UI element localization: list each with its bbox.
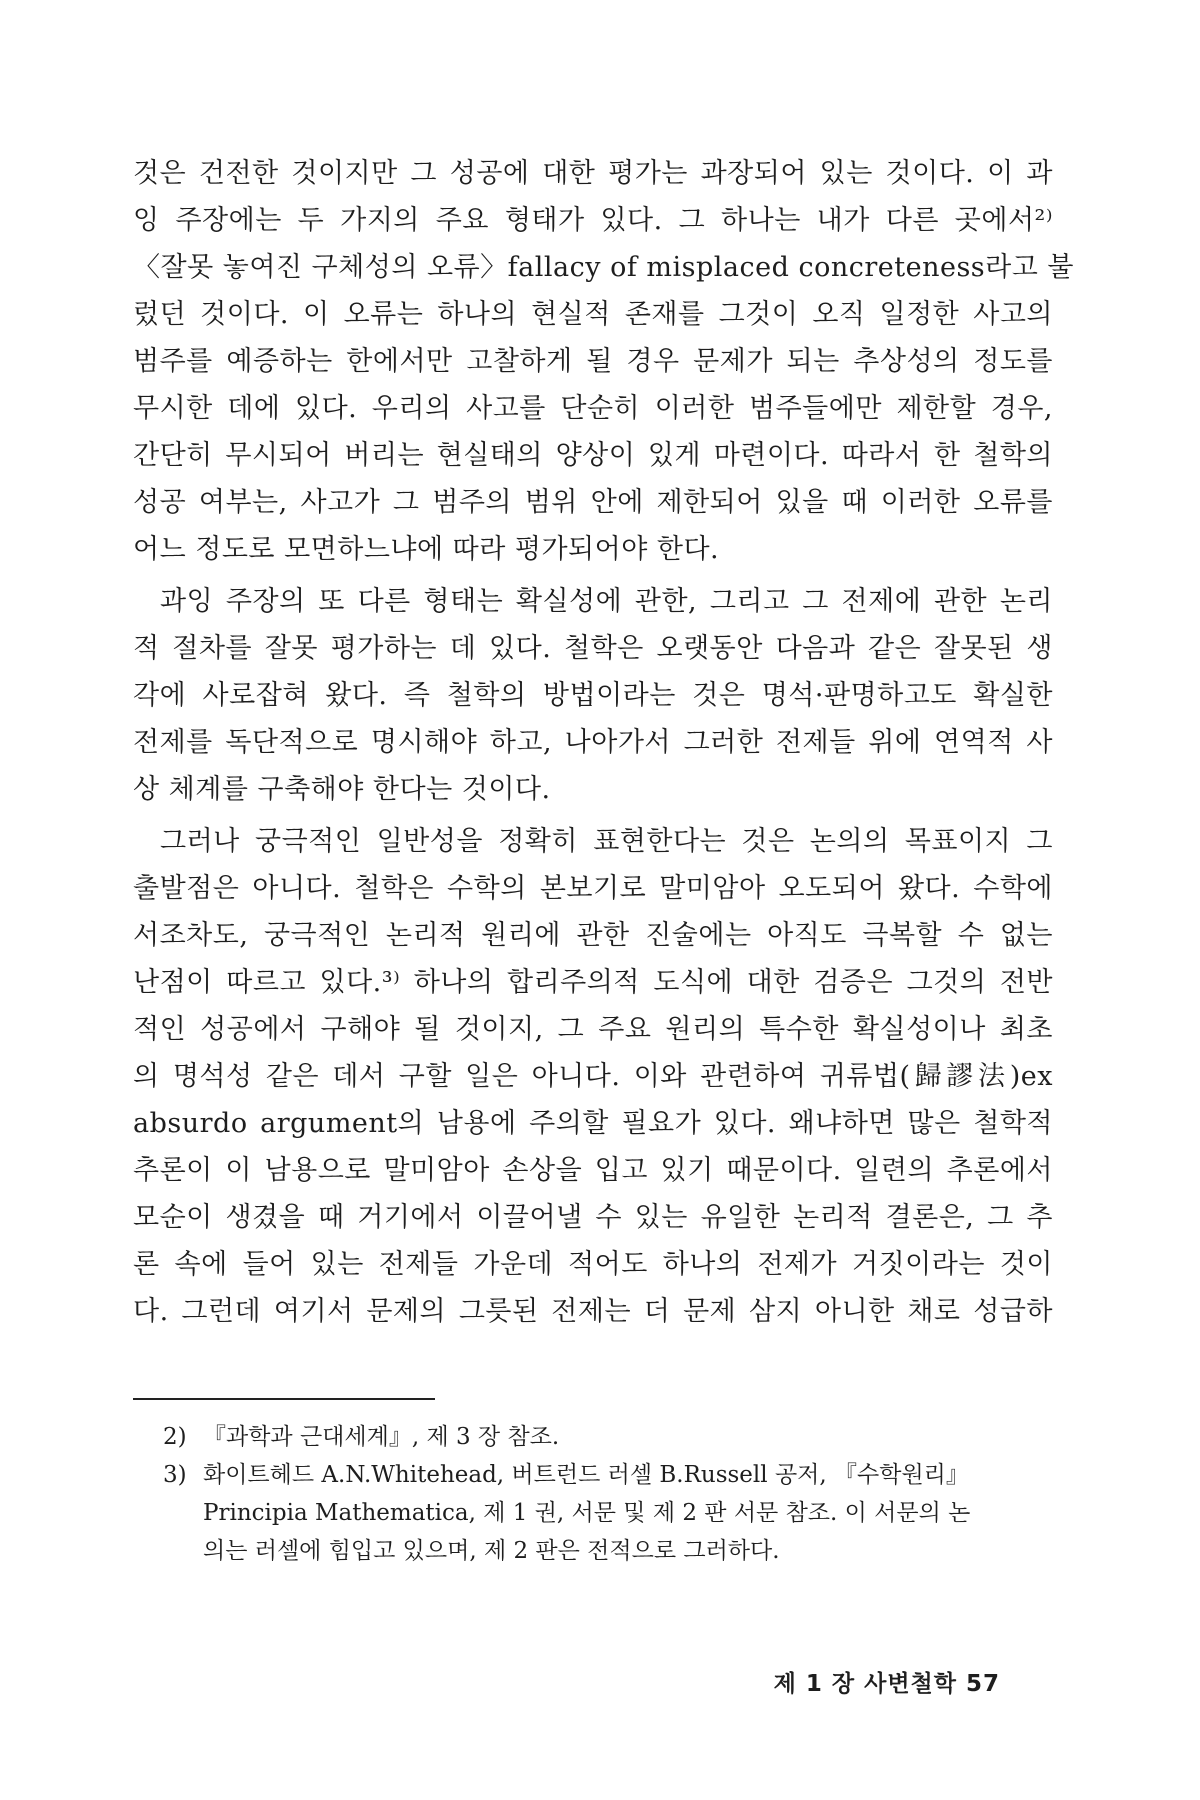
- footnote-number: 3): [163, 1462, 187, 1488]
- text-line: 간단히 무시되어 버리는 현실태의 양상이 있게 마련이다. 따라서 한 철학의: [133, 440, 1053, 471]
- footnote-3-continued: 의는 러셀에 힘입고 있으며, 제 2 판은 전적으로 그러하다.: [203, 1538, 780, 1564]
- footnote-2: [133, 1418, 1053, 1456]
- footnote-text: 화이트헤드 A.N.Whitehead, 버트런드 러셀 B.Russell 공저, 『수학원리』: [203, 1462, 969, 1488]
- footnote-number: 2): [163, 1424, 187, 1450]
- running-footer-page-number: 제 1 장 사변철학 57: [773, 1671, 1000, 1697]
- text-line-paragraph-start: 과잉 주장의 또 다른 형태는 확실성에 관한, 그리고 그 전제에 관한 논리: [160, 586, 1053, 617]
- text-line: 서조차도, 궁극적인 논리적 원리에 관한 진술에는 아직도 극복할 수 없는: [133, 920, 1053, 951]
- text-line: 난점이 따르고 있다.³⁾ 하나의 합리주의적 도식에 대한 검증은 그것의 전반: [133, 967, 1053, 998]
- text-line: 것은 건전한 것이지만 그 성공에 대한 평가는 과장되어 있는 것이다. 이 과: [133, 158, 1053, 189]
- text-line: 상 체계를 구축해야 한다는 것이다.: [133, 774, 551, 805]
- footnote-3: [133, 1456, 1053, 1494]
- text-line: 의 명석성 같은 데서 구할 일은 아니다. 이와 관련하여 귀류법(歸謬法)ex: [133, 1061, 1053, 1092]
- text-line: 잉 주장에는 두 가지의 주요 형태가 있다. 그 하나는 내가 다른 곳에서²⁾: [133, 205, 1053, 236]
- text-line: 추론이 이 남용으로 말미암아 손상을 입고 있기 때문이다. 일련의 추론에서: [133, 1155, 1053, 1186]
- text-line-paragraph-start: 그러나 궁극적인 일반성을 정확히 표현한다는 것은 논의의 목표이지 그: [160, 826, 1053, 857]
- footnote-3-continued: Principia Mathematica, 제 1 권, 서문 및 제 2 판 서문 참조. 이 서문의 논: [203, 1500, 971, 1526]
- text-line: 다. 그런데 여기서 문제의 그릇된 전제는 더 문제 삼지 아니한 채로 성급하: [133, 1296, 1053, 1327]
- text-line: 론 속에 들어 있는 전제들 가운데 적어도 하나의 전제가 거짓이라는 것이: [133, 1249, 1053, 1280]
- text-line: absurdo argument의 남용에 주의할 필요가 있다. 왜냐하면 많은 철학적: [133, 1108, 1053, 1139]
- body-text: [133, 150, 1074, 1335]
- text-line: 성공 여부는, 사고가 그 범주의 범위 안에 제한되어 있을 때 이러한 오류를: [133, 487, 1053, 518]
- text-line: 무시한 데에 있다. 우리의 사고를 단순히 이러한 범주들에만 제한할 경우,: [133, 393, 1053, 424]
- text-line: 모순이 생겼을 때 거기에서 이끌어낼 수 있는 유일한 논리적 결론은, 그 추: [133, 1202, 1053, 1233]
- footnote-text: 『과학과 근대세계』, 제 3 장 참조.: [203, 1424, 560, 1450]
- text-line: 출발점은 아니다. 철학은 수학의 본보기로 말미암아 오도되어 왔다. 수학에: [133, 873, 1053, 904]
- footnote-divider: [133, 1398, 435, 1400]
- text-line: 적인 성공에서 구해야 될 것이지, 그 주요 원리의 특수한 확실성이나 최초: [133, 1014, 1053, 1045]
- text-line: 각에 사로잡혀 왔다. 즉 철학의 방법이라는 것은 명석·판명하고도 확실한: [133, 680, 1053, 711]
- text-line: 〈잘못 놓여진 구체성의 오류〉fallacy of misplaced concreteness라고 불: [133, 252, 1074, 283]
- text-line: 렀던 것이다. 이 오류는 하나의 현실적 존재를 그것이 오직 일정한 사고의: [133, 299, 1053, 330]
- text-line: 어느 정도로 모면하느냐에 따라 평가되어야 한다.: [133, 534, 720, 565]
- text-line: 전제를 독단적으로 명시해야 하고, 나아가서 그러한 전제들 위에 연역적 사: [133, 727, 1053, 758]
- text-line: 적 절차를 잘못 평가하는 데 있다. 철학은 오랫동안 다음과 같은 잘못된 생: [133, 633, 1053, 664]
- text-line: 범주를 예증하는 한에서만 고찰하게 될 경우 문제가 되는 추상성의 정도를: [133, 346, 1053, 377]
- footnotes: [133, 1418, 1053, 1570]
